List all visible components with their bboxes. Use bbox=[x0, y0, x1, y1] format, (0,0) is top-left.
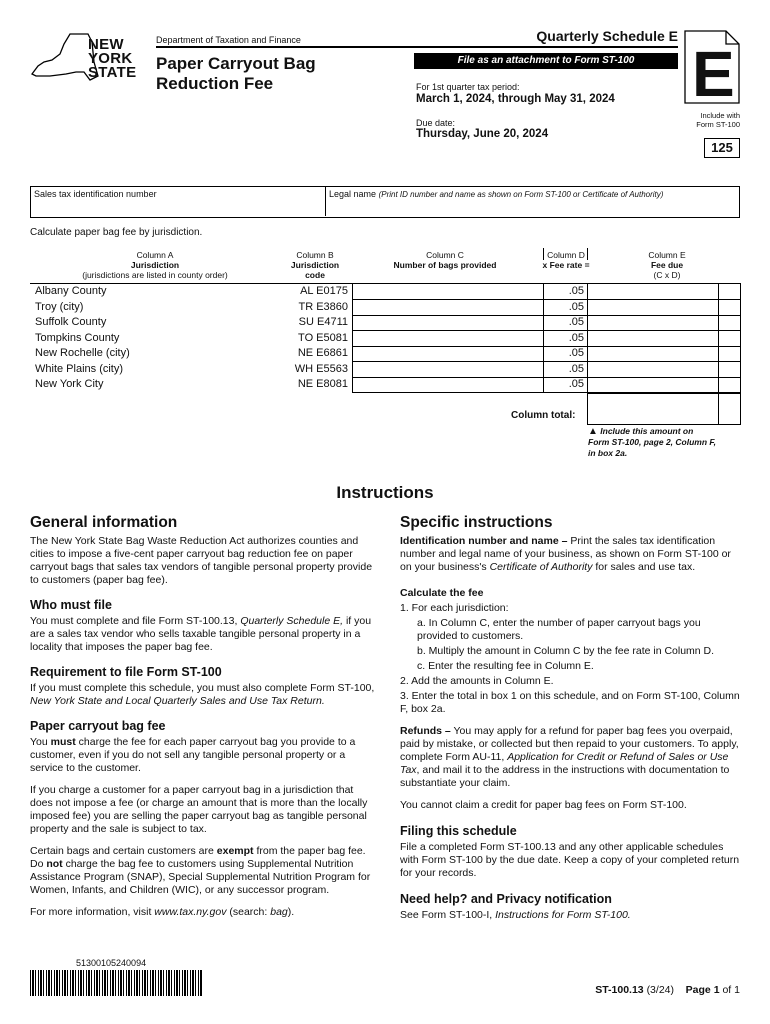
legal-name-field[interactable] bbox=[326, 187, 737, 215]
col-a-name: Jurisdiction bbox=[130, 260, 180, 270]
general-paragraph: The New York State Bag Waste Reduction Act authorizes counties and cities to impose a five-cent paper carryout bag reduction fee on paper carryout bags that sales tax vendors of tangible personal property provide to customers (paper bag fee). bbox=[30, 535, 373, 586]
legal-name-hint: (Print ID number and name as shown on Form ST-100 or Certificate of Authority) bbox=[378, 190, 664, 199]
jurisdiction-code: SU E4711 bbox=[298, 316, 348, 328]
step-3: 3. Enter the total in box 1 on this schedule, and on Form ST-100, Column F, box 2a. bbox=[400, 690, 740, 715]
help-paragraph: See Form ST-100-I, Instructions for Form ST-100. bbox=[400, 909, 631, 921]
col-b-title: Column B bbox=[296, 250, 334, 260]
bag-fee-paragraph-2: If you charge a customer for a paper carryout bag in a jurisdiction that does not impose a fee (or charge an amount that is more than the locally imposed fee) you are selling the paper carryout bag as tangible personal property and the sale is subject to tax. bbox=[30, 784, 368, 835]
jurisdiction-name: Troy (city) bbox=[35, 300, 84, 313]
help-heading: Need help? and Privacy notification bbox=[400, 892, 612, 906]
bags-provided-field[interactable] bbox=[354, 362, 542, 376]
schedule-title: Quarterly Schedule E bbox=[536, 28, 678, 44]
jurisdiction-code: TO E5081 bbox=[298, 331, 348, 344]
bags-provided-field[interactable] bbox=[354, 300, 542, 314]
jurisdiction-code: NE E6861 bbox=[297, 347, 348, 359]
col-c-name: Number of bags provided bbox=[393, 260, 497, 270]
jurisdiction-code: WH E5563 bbox=[294, 362, 348, 375]
total-note-line-2: Form ST-100, page 2, Column F, bbox=[588, 437, 716, 447]
col-e-title: Column E bbox=[648, 250, 686, 260]
bag-fee-paragraph-3: Certain bags and certain customers are exempt from the paper bag fee. Do not charge the bag fee to customers using Supplemental Nutrition Assistance Program (SNAP), Special Supplemental Nutrition Program for Women, Infants, and Children (WIC), or any successor program. bbox=[30, 845, 371, 896]
schedule-letter-tab bbox=[684, 30, 738, 110]
logo-line-3: STATE bbox=[88, 64, 137, 81]
jurisdiction-name: New Rochelle (city) bbox=[35, 347, 130, 359]
credit-paragraph: You cannot claim a credit for paper bag fees on Form ST-100. bbox=[400, 799, 687, 811]
fee-rate: .05 bbox=[568, 378, 584, 390]
col-b-code: code bbox=[305, 270, 325, 280]
jurisdiction-code: AL E0175 bbox=[300, 285, 348, 297]
bag-fee-paragraph-1: You must charge the fee for each paper carryout bag you provide to a customer, even if you do not sell any tangible personal property or a service to the customer. bbox=[30, 736, 356, 774]
bags-provided-field[interactable] bbox=[354, 377, 542, 391]
due-date-value: Thursday, June 20, 2024 bbox=[416, 128, 549, 140]
jurisdiction-name: Albany County bbox=[35, 285, 107, 297]
ny-state-logo bbox=[30, 30, 140, 90]
filing-heading: Filing this schedule bbox=[400, 824, 517, 838]
table-row bbox=[30, 346, 740, 362]
fee-due-field[interactable] bbox=[589, 346, 717, 360]
fee-due-field[interactable] bbox=[589, 377, 717, 391]
requirement-paragraph: If you must complete this schedule, you must also complete Form ST-100, New York State and Local Quarterly Sales and Use Tax Return. bbox=[30, 682, 375, 707]
jurisdiction-name: Suffolk County bbox=[35, 316, 107, 328]
bags-provided-field[interactable] bbox=[354, 284, 542, 298]
col-e-header bbox=[604, 250, 730, 280]
fee-due-field[interactable] bbox=[589, 315, 717, 329]
more-info-paragraph: For more information, visit www.tax.ny.gov (search: bag). bbox=[30, 906, 295, 918]
jurisdiction-name: Tompkins County bbox=[35, 331, 120, 344]
col-d-title: Column D bbox=[547, 250, 585, 260]
period-value: March 1, 2024, through May 31, 2024 bbox=[416, 93, 615, 105]
col-a-note: (jurisdictions are listed in county order) bbox=[82, 270, 228, 280]
fee-due-field[interactable] bbox=[589, 362, 717, 376]
form-title-line-1: Paper Carryout Bag bbox=[156, 54, 316, 73]
form-code-box: 125 bbox=[704, 138, 740, 158]
jurisdiction-name: New York City bbox=[35, 378, 104, 390]
arrow-up-icon: ▲ bbox=[588, 426, 598, 437]
table-row bbox=[30, 331, 740, 347]
fee-rate: .05 bbox=[568, 285, 584, 297]
footer-form-id: ST-100.13 (3/24) Page 1 of 1 bbox=[595, 984, 740, 996]
col-d-name: Fee rate bbox=[549, 260, 583, 270]
step-1: 1. For each jurisdiction: bbox=[400, 602, 509, 614]
legal-name-label: Legal name bbox=[329, 189, 377, 199]
schedule-letter: E bbox=[692, 38, 735, 110]
bags-provided-field[interactable] bbox=[354, 315, 542, 329]
step-1b: b. Multiply the amount in Column C by the fee rate in Column D. bbox=[417, 645, 715, 657]
specific-heading: Specific instructions bbox=[400, 514, 553, 531]
table-row bbox=[30, 284, 740, 300]
jurisdiction-code: NE E8081 bbox=[297, 378, 348, 390]
fee-rate: .05 bbox=[568, 316, 584, 328]
fee-rate: .05 bbox=[568, 331, 584, 344]
fee-due-field[interactable] bbox=[589, 331, 717, 345]
col-d-header bbox=[538, 250, 594, 270]
general-heading: General information bbox=[30, 514, 178, 531]
step-2: 2. Add the amounts in Column E. bbox=[400, 675, 554, 687]
barcode-image bbox=[30, 970, 202, 996]
filing-paragraph: File a completed Form ST-100.13 and any other applicable schedules with Form ST-100 by the due date. Keep a copy of your completed return for your records. bbox=[400, 841, 740, 879]
col-e-formula: (C x D) bbox=[653, 270, 681, 280]
sales-tax-id-field[interactable] bbox=[31, 187, 324, 215]
right-column bbox=[400, 514, 742, 922]
bags-provided-field[interactable] bbox=[354, 346, 542, 360]
include-with-line-2: Form ST-100 bbox=[696, 120, 740, 129]
sales-tax-id-label: Sales tax identification number bbox=[34, 189, 157, 199]
fee-rate: .05 bbox=[568, 362, 584, 375]
calc-intro: Calculate paper bag fee by jurisdiction. bbox=[30, 227, 203, 238]
department-name: Department of Taxation and Finance bbox=[156, 35, 301, 45]
jurisdiction-code: TR E3860 bbox=[298, 300, 348, 313]
col-b-name: Jurisdiction bbox=[290, 260, 340, 270]
who-heading: Who must file bbox=[30, 598, 112, 612]
include-with-note bbox=[696, 111, 740, 129]
step-1c: c. Enter the resulting fee in Column E. bbox=[417, 660, 594, 672]
col-b-header bbox=[280, 250, 350, 280]
tax-website-link[interactable]: www.tax.ny.gov bbox=[154, 906, 227, 918]
col-a-header bbox=[30, 250, 280, 280]
step-1a: a. In Column C, enter the number of paper carryout bags you provided to customers. bbox=[417, 617, 701, 642]
equals-sign: = bbox=[584, 260, 590, 270]
form-title-line-2: Reduction Fee bbox=[156, 74, 274, 93]
fee-due-field[interactable] bbox=[589, 300, 717, 314]
col-e-name: Fee due bbox=[650, 260, 684, 270]
col-c-title: Column C bbox=[426, 250, 464, 260]
include-with-line-1: Include with bbox=[700, 111, 740, 120]
logo-line-1: NEW bbox=[88, 36, 124, 53]
column-total-field[interactable] bbox=[588, 394, 718, 424]
column-total-label: Column total: bbox=[511, 410, 576, 421]
attachment-banner: File as an attachment to Form ST-100 bbox=[414, 53, 678, 69]
total-note-line-3: in box 2a. bbox=[588, 448, 628, 458]
col-c-header bbox=[352, 250, 538, 270]
table-row bbox=[30, 362, 740, 378]
barcode-number: 51300105240094 bbox=[76, 958, 147, 968]
table-row bbox=[30, 377, 740, 393]
identification-paragraph: Identification number and name – Print the sales tax identification number and legal name of your business, as shown on Form ST-100 or on your business's Certificate of Authority for sales and use tax. bbox=[400, 535, 731, 573]
bag-fee-heading: Paper carryout bag fee bbox=[30, 719, 166, 733]
who-paragraph: You must complete and file Form ST-100.13, Quarterly Schedule E, if you are a sales tax vendor who sells taxable tangible personal property in a locality that imposes the paper bag fee. bbox=[30, 615, 372, 653]
col-a-title: Column A bbox=[136, 250, 174, 260]
multiply-sign: x bbox=[542, 260, 548, 270]
instructions-title: Instructions bbox=[336, 483, 434, 502]
fee-rate: .05 bbox=[568, 300, 584, 313]
bags-provided-field[interactable] bbox=[354, 331, 542, 345]
table-row bbox=[30, 300, 740, 316]
jurisdiction-name: White Plains (city) bbox=[35, 362, 124, 375]
left-column bbox=[30, 514, 375, 919]
fee-due-field[interactable] bbox=[589, 284, 717, 298]
total-note-line-1: Include this amount on bbox=[600, 426, 694, 436]
logo-line-2: YORK bbox=[88, 50, 133, 67]
requirement-heading: Requirement to file Form ST-100 bbox=[30, 665, 222, 679]
refunds-paragraph: Refunds – You may apply for a refund for paper bag fees you overpaid, paid by mistake, or collected but then repaid to your customers. To apply, complete Form AU-11, Application for Credit or Refund of Sales or Use Tax, and mail it to the address in the instructions with documentation to substantiate your claim. bbox=[400, 725, 739, 789]
calculate-heading: Calculate the fee bbox=[400, 587, 484, 599]
fee-rate: .05 bbox=[568, 347, 584, 359]
form-title bbox=[156, 54, 316, 94]
period-label: For 1st quarter tax period: bbox=[416, 82, 520, 92]
total-note bbox=[588, 426, 716, 459]
due-date-label: Due date: bbox=[416, 118, 456, 128]
table-row bbox=[30, 315, 740, 331]
